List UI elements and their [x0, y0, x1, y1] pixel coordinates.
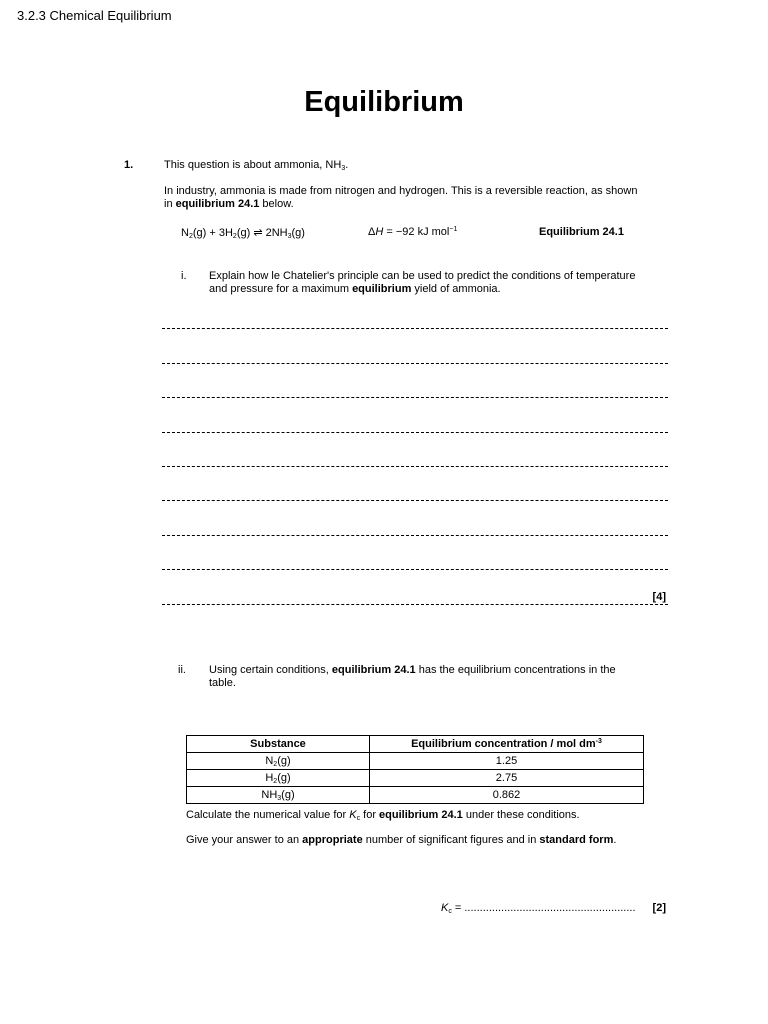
- answer-format-instruction: Give your answer to an appropriate number of significant figures and in standard form.: [186, 834, 617, 846]
- substance-cell: $NH_3(g)$: [187, 787, 370, 804]
- calculate-instruction: Calculate the numerical value for $K_c$ for equilibrium 24.1 under these conditions.: [186, 809, 580, 822]
- industry-paragraph: In industry, ammonia is made from nitrogen and hydrogen. This is a reversible reaction, as shown in equilibrium 24.1 below.: [164, 185, 638, 210]
- concentration-cell: 0.862: [370, 787, 644, 804]
- answer-line[interactable]: [162, 328, 668, 329]
- answer-line[interactable]: [162, 535, 668, 536]
- equilibrium-equation: $N_2(g) + 3H_2(g)$ ⇌ $2NH_3(g)$: [181, 227, 305, 240]
- concentration-cell: 2.75: [370, 770, 644, 787]
- part-ii-text: Using certain conditions, equilibrium 24.1 has the equilibrium concentrations in the table.: [209, 664, 616, 689]
- substance-cell: $N_2(g)$: [187, 753, 370, 770]
- answer-line[interactable]: [162, 604, 668, 605]
- part-i-label: i.: [181, 270, 187, 282]
- kc-answer-field[interactable]: $K_c$ = ........................................................: [441, 902, 636, 915]
- answer-line[interactable]: [162, 363, 668, 364]
- marks-part-ii: [2]: [652, 902, 666, 914]
- concentration-table: [186, 735, 644, 804]
- table-row: [187, 753, 644, 770]
- marks-part-i: [4]: [652, 591, 666, 603]
- page-title: Equilibrium: [304, 86, 464, 118]
- table-header-row: [187, 736, 644, 753]
- table-row: [187, 770, 644, 787]
- answer-line[interactable]: [162, 569, 668, 570]
- equation-label: Equilibrium 24.1: [539, 226, 624, 238]
- column-header-concentration: Equilibrium concentration / mol $dm^{-3}$: [370, 736, 644, 753]
- question-intro: This question is about ammonia, $NH_3$.: [164, 159, 349, 172]
- part-ii-label: ii.: [178, 664, 186, 676]
- question-number: 1.: [124, 159, 134, 171]
- answer-line[interactable]: [162, 397, 668, 398]
- section-header: 3.2.3 Chemical Equilibrium: [17, 8, 172, 23]
- table-row: [187, 787, 644, 804]
- answer-line[interactable]: [162, 466, 668, 467]
- answer-line[interactable]: [162, 500, 668, 501]
- part-i-text: Explain how le Chatelier's principle can be used to predict the conditions of temperature and pressure for a maximum equilibrium yield of ammonia.: [209, 270, 636, 295]
- enthalpy-change: ΔH = −92 kJ mol$^{-1}$: [368, 226, 458, 238]
- substance-cell: $H_2(g)$: [187, 770, 370, 787]
- answer-line[interactable]: [162, 432, 668, 433]
- column-header-substance: Substance: [187, 736, 370, 753]
- concentration-cell: 1.25: [370, 753, 644, 770]
